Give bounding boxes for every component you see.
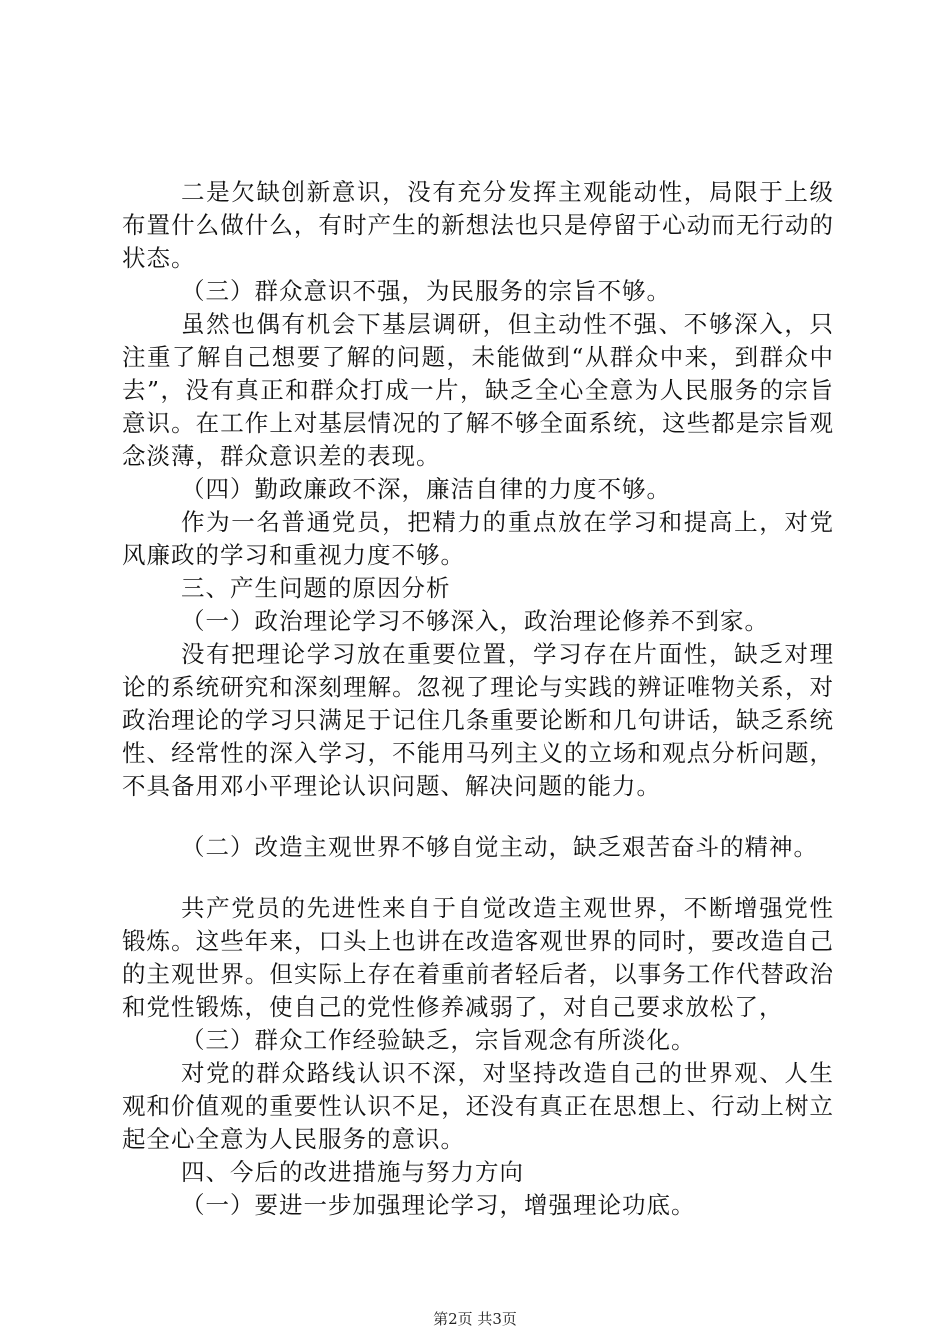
body-paragraph: 共产党员的先进性来自于自觉改造主观世界，不断增强党性锻炼。这些年来，口头上也讲在改造客观世界的同时，要改造自己的主观世界。但实际上存在着重前者轻后者，以事务工作代替政治和党性锻炼，使自己的党性修养减弱了，对自己要求放松了， [122, 894, 834, 1021]
body-paragraph: 虽然也偶有机会下基层调研，但主动性不强、不够深入，只注重了解自己想要了解的问题，未能做到“从群众中来，到群众中去”，没有真正和群众打成一片，缺乏全心全意为人民服务的宗旨意识。在工作上对基层情况的了解不够全面系统，这些都是宗旨观念淡薄，群众意识差的表现。 [122, 310, 834, 470]
body-paragraph: 作为一名普通党员，把精力的重点放在学习和提高上，对党风廉政的学习和重视力度不够。 [122, 508, 834, 569]
body-paragraph: 二是欠缺创新意识，没有充分发挥主观能动性，局限于上级布置什么做什么，有时产生的新想法也只是停留于心动而无行动的状态。 [122, 178, 834, 272]
section-heading: 四、今后的改进措施与努力方向 [181, 1158, 524, 1186]
section-subheading: （四）勤政廉政不深，廉洁自律的力度不够。 [181, 475, 671, 503]
page-footer: 第2页 共3页 [433, 1310, 517, 1328]
body-paragraph: 对党的群众路线认识不深，对坚持改造自己的世界观、人生观和价值观的重要性认识不足，还没有真正在思想上、行动上树立起全心全意为人民服务的意识。 [122, 1059, 834, 1153]
section-subheading: （三）群众意识不强，为民服务的宗旨不够。 [181, 277, 671, 305]
section-subheading: （二）改造主观世界不够自觉主动，缺乏艰苦奋斗的精神。 [181, 833, 818, 861]
document-body [122, 176, 834, 1222]
section-heading: 三、产生问题的原因分析 [181, 574, 451, 602]
body-paragraph: 没有把理论学习放在重要位置，学习存在片面性，缺乏对理论的系统研究和深刻理解。忽视了理论与实践的辨证唯物关系，对政治理论的学习只满足于记住几条重要论断和几句讲话，缺乏系统性、经常性的深入学习，不能用马列主义的立场和观点分析问题，不具备用邓小平理论认识问题、解决问题的能力。 [122, 640, 834, 800]
section-subheading: （一）政治理论学习不够深入，政治理论修养不到家。 [181, 607, 769, 635]
section-subheading: （三）群众工作经验缺乏，宗旨观念有所淡化。 [181, 1026, 696, 1054]
section-subheading: （一）要进一步加强理论学习，增强理论功底。 [181, 1191, 696, 1219]
